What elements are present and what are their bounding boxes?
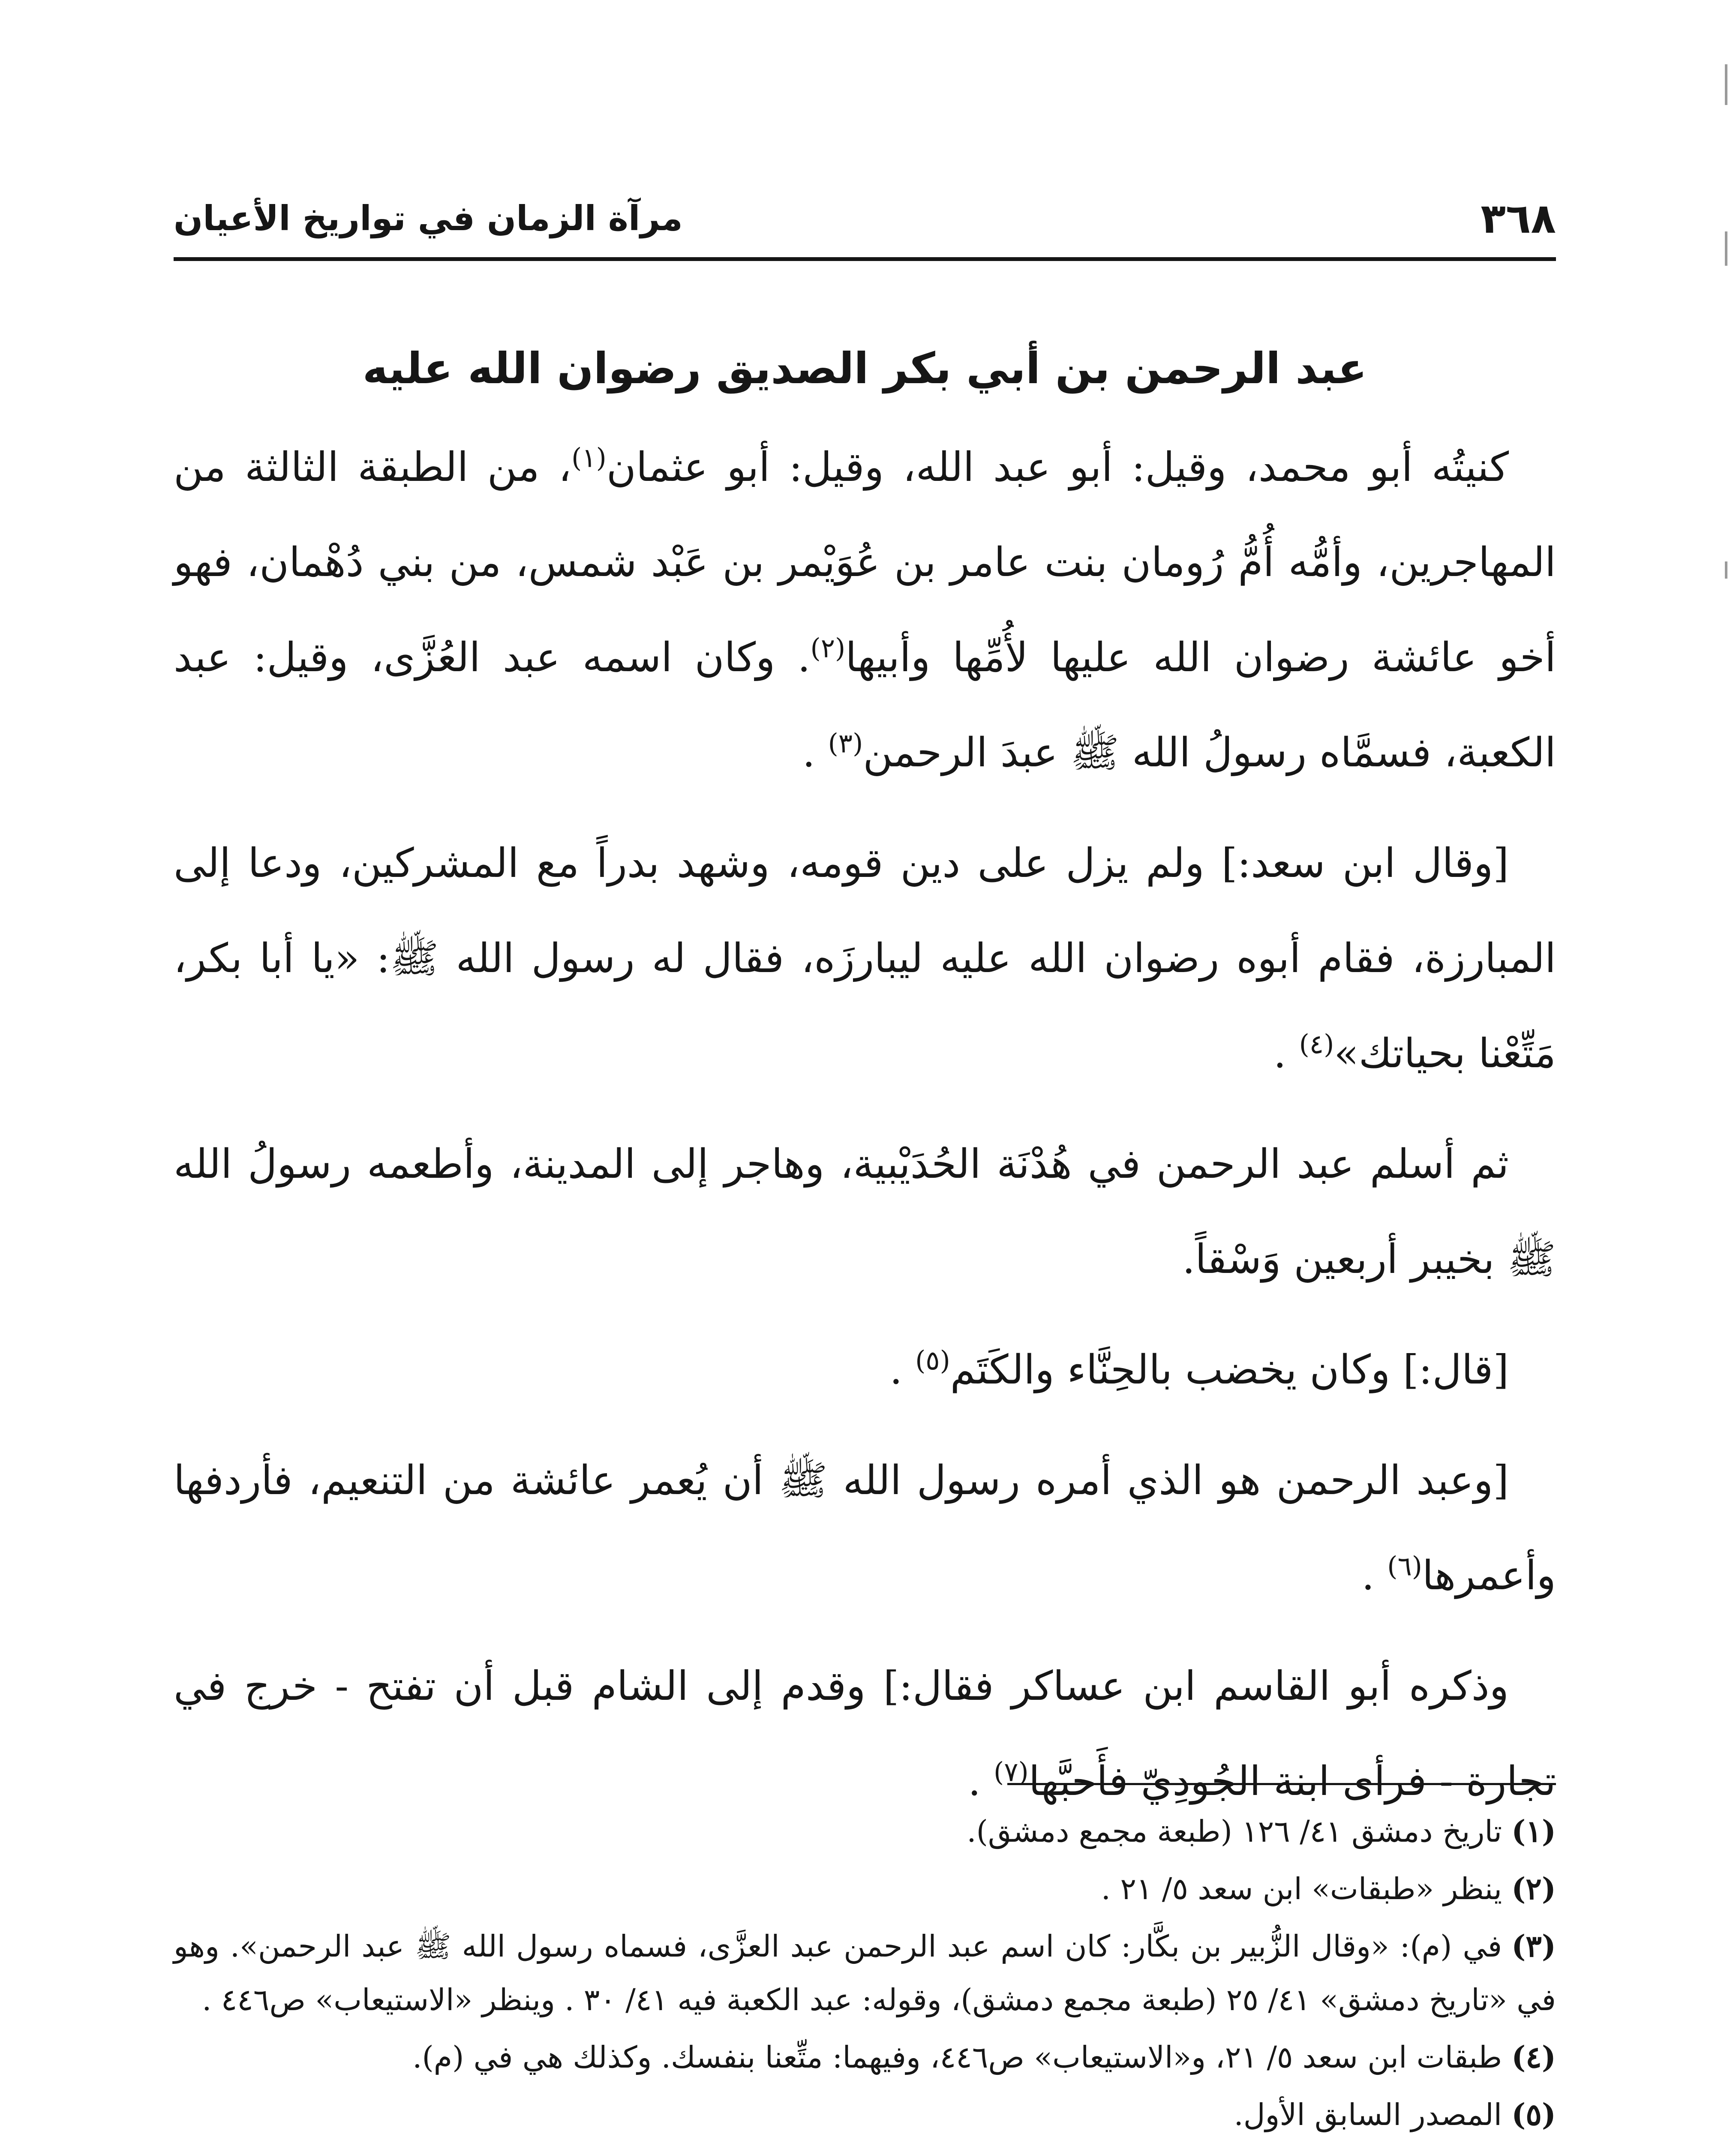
footnote-reference: (١) [571, 442, 607, 474]
paragraph-text: ثم أسلم عبد الرحمن في هُدْنَة الحُدَيْبية، وهاجر إلى المدينة، وأطعمه رسولُ الله ﷺ بخيبر أربعين وَسْقاً. [174, 1141, 1556, 1283]
footnote-text: المصدر السابق الأول. [1234, 2097, 1502, 2132]
footnote [174, 2088, 1556, 2142]
main-text [174, 334, 1556, 1845]
paragraph-text: كنيتُه أبو محمد، وقيل: أبو عبد الله، وقيل: أبو عثمان [606, 444, 1509, 491]
paragraph-text: . [802, 729, 828, 776]
footnote-text: ينظر «طبقات» ابن سعد ٥/ ٢١ . [1101, 1871, 1502, 1906]
scan-edge-mark [1725, 561, 1727, 579]
paragraph-text: [وقال ابن سعد:] ولم يزل على دين قومه، وشهد بدراً مع المشركين، ودعا إلى المبارزة، فقام أبوه رضوان الله عليه ليبارزَه، فقال له رسول الله ﷺ: «يا أبا بكر، مَتِّعْنا بحياتك» [174, 840, 1556, 1077]
paragraph-text: . [968, 1758, 994, 1805]
footnote-reference: (٧) [994, 1756, 1029, 1788]
footnote-reference: (٢) [810, 632, 846, 664]
footnote-reference: (٣) [828, 727, 863, 759]
footnote-number: (٢) [1511, 1871, 1556, 1906]
paragraph [174, 1639, 1556, 1829]
paragraph [174, 816, 1556, 1102]
paragraph-text: . [1273, 1030, 1299, 1077]
scan-edge-mark [1725, 231, 1727, 266]
footnote-reference: (٤) [1299, 1028, 1334, 1060]
footnote [174, 1919, 1556, 2027]
footnote-number: (١) [1511, 1813, 1556, 1849]
footnote-number: (٣) [1511, 1928, 1556, 1964]
paragraph [174, 1323, 1556, 1418]
footnote-number: (٤) [1511, 2039, 1556, 2075]
paragraph [174, 420, 1556, 801]
chapter-title: عبد الرحمن بن أبي بكر الصديق رضوان الله عليه [362, 343, 1367, 393]
paragraph-list [174, 420, 1556, 1829]
footnote-text: تاريخ دمشق ٤١/ ١٢٦ (طبعة مجمع دمشق). [967, 1814, 1502, 1849]
footnote-text: طبقات ابن سعد ٥/ ٢١، و«الاستيعاب» ص٤٤٦، وفيهما: متِّعنا بنفسك. وكذلك هي في (م). [412, 2040, 1502, 2075]
footnote [174, 2030, 1556, 2084]
page-header [174, 189, 1556, 266]
footnote-rule [1007, 1783, 1556, 1785]
footnote-reference: (٥) [915, 1345, 950, 1376]
footnote [174, 1862, 1556, 1916]
paragraph-text: ، من الطبقة الثالثة من المهاجرين، وأمُّه أُمُّ رُومان بنت عامر بن عُوَيْمر بن عَبْد شمس، من بني دُهْمان، فهو أخو عائشة رضوان الله عليها لأُمِّها وأبيها [174, 444, 1556, 681]
footnote-reference: (٦) [1387, 1550, 1422, 1582]
running-title: مرآة الزمان في تواريخ الأعيان [174, 198, 683, 238]
paragraph-text: [وعبد الرحمن هو الذي أمره رسول الله ﷺ أن يُعمر عائشة من التنعيم، فأردفها وأعمرها [174, 1457, 1556, 1599]
paragraph-text: . [889, 1347, 916, 1393]
footnote [174, 1804, 1556, 1858]
paragraph [174, 1433, 1556, 1624]
footnote-number: (٥) [1511, 2097, 1556, 2132]
paragraph-text: . وكان اسمه عبد العُزَّى، وقيل: عبد الكعبة، فسمَّاه رسولُ الله ﷺ عبدَ الرحمن [174, 634, 1556, 776]
header-rule [174, 257, 1556, 261]
paragraph-text: . [1361, 1552, 1388, 1599]
footnote-text: في (م): «وقال الزُّبير بن بكَّار: كان اسم عبد الرحمن عبد العزَّى، فسماه رسول الله ﷺ عبد الرحمن». وهو في «تاريخ دمشق» ٤١/ ٢٥ (طبعة مجمع دمشق)، وقوله: عبد الكعبة فيه ٤١/ ٣٠ . وينظر «الاستيعاب» ص٤٤٦ . [174, 1929, 1556, 2017]
scan-edge-mark [1725, 64, 1727, 105]
footnotes [174, 1804, 1556, 2143]
paragraph-text: وذكره أبو القاسم ابن عساكر فقال:] وقدم إلى الشام قبل أن تفتح - خرج في تجارة - فرأى ابنة الجُودِيّ فأَحبَّها [174, 1663, 1556, 1805]
paragraph-text: [قال:] وكان يخضب بالحِنَّاء والكَتَم [950, 1347, 1509, 1393]
paragraph [174, 1117, 1556, 1307]
page-number: ٣٦٨ [1481, 195, 1556, 243]
